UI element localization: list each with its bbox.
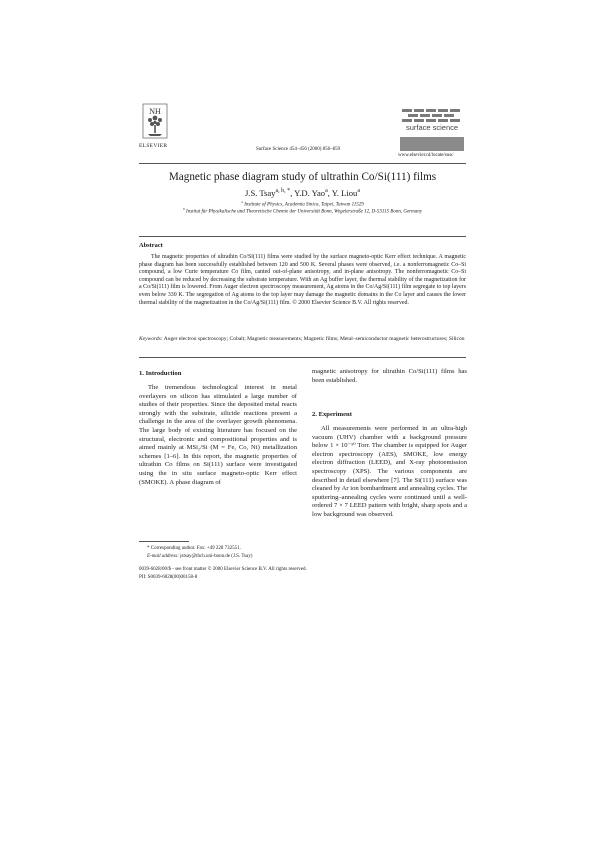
paper-title: Magnetic phase diagram study of ultrathin Co/Si(111) films: [168, 171, 437, 183]
author: Y. Liou$^a$: [331, 188, 361, 198]
svg-text:NH: NH: [149, 107, 161, 116]
abstract-bottom-rule: [139, 357, 466, 358]
experiment-text: All measurements were performed in an ultra-high vacuum (UHV) chamber with a background pressure below 1 × 10⁻¹⁰ Torr. The chamber is equipped for Auger electron spectroscopy (AES), SMOKE, low energy electron diffraction (LEED), and X-ray photoemission spectroscopy (XPS). The various components are described in detail elsewhere [7]. The Si(111) surface was cleaned by Ar ion bombardment and annealing cycles. The sputtering–annealing cycles were continued until a well-ordered 7 × 7 LEED pattern with bright, sharp spots and a low background was observed.: [312, 425, 467, 518]
journal-logo-text: surface science: [405, 123, 459, 132]
publisher-name: ELSEVIER: [139, 143, 168, 149]
copyright-line: 0039-6028/00/$ - see front matter © 2000 Elsevier Science B.V. All rights reserved.: [139, 567, 307, 572]
affiliation: $^a$ Institute of Physics, Academia Sinica, Taipei, Taiwan 11529: [241, 200, 364, 208]
header-rule: [139, 163, 466, 164]
abstract-top-rule: [139, 236, 466, 237]
citation: Surface Science 454–456 (2000) 856–859: [256, 147, 341, 152]
abstract-heading: Abstract: [139, 242, 163, 249]
keywords: Keywords: Auger electron spectroscopy; Cobalt; Magnetic measurements; Magnetic films; Metal–semiconductor magnetic heterostructures; Silicon: [139, 336, 465, 342]
affiliation: $^b$ Institut für Physikalische und Theoretische Chemie der Universität Bonn, Wegelerstraße 12, D-53115 Bonn, Germany: [183, 207, 422, 215]
author: J.S. Tsay$^{a, b, *}$,: [244, 188, 295, 198]
pii-line: PII: S0039-6028(00)00158-8: [139, 575, 198, 580]
author-list: [139, 188, 466, 199]
footnote-rule: [139, 541, 189, 542]
corresponding-author-note: * Corresponding author. Fax: +49 228 732551.: [147, 546, 241, 551]
introduction-continuation: magnetic anisotropy for ultrathin Co/Si(111) films has been established.: [312, 368, 467, 384]
journal-url: www.elsevier.nl/locate/susc: [398, 153, 454, 158]
publisher-logo: [142, 103, 168, 143]
section-heading-introduction: 1. Introduction: [139, 370, 182, 377]
abstract-text: The magnetic properties of ultrathin Co/Si(111) films were studied by the surface magneto-optic Kerr effect technique. A magnetic phase diagram has been successfully established between 120 and 500 K. Several phases were observed, i.e. a nonferromagnetic Co–Si compound, a low Curie temperature Co film, canted out-of-plane anisotropy, and in-plane anisotropy. The nonferromagnetic Co–Si compound can be reduced by decreasing the substrate temperature. With an Ag buffer layer, the thermal stability of the magnetization for a Co/Si(111) film is lowered. From Auger electron spectroscopy measurement, Ag atoms in the Co/Ag/Si(111) film segregate to top layers even below 330 K. The segregation of Ag atoms to the top layer may damage the magnetic domains in the Co layer and causes the lower thermal stability of the magnetization in the Co/Ag/Si(111) film. © 2000 Elsevier Science B.V. All rights reserved.: [139, 254, 466, 306]
elsevier-tree-icon: [142, 103, 168, 139]
section-heading-experiment: 2. Experiment: [312, 411, 352, 418]
author: Y.D. Yao$^a$,: [294, 188, 332, 198]
introduction-text: The tremendous technological interest in metal overlayers on silicon has stimulated a large number of studies of their properties. Since the deposited metal reacts strongly with the substrate, silicide reactions present a challenge in the area of the overlayer growth phenomena. The large body of existing literature has focused on the structural, electronic and compositional properties and is aimed mainly at MSi₂/Si (M = Fe, Co, Ni) metallization schemes [1–6]. In this report, the magnetic properties of ultrathin Co films on Si(111) surface were investigated using the in situ surface magneto-optic Kerr effect (SMOKE). A phase diagram of: [139, 384, 297, 486]
email-note: E-mail address: jstsay@thch.uni-bonn.de (J.S. Tsay): [147, 554, 253, 559]
